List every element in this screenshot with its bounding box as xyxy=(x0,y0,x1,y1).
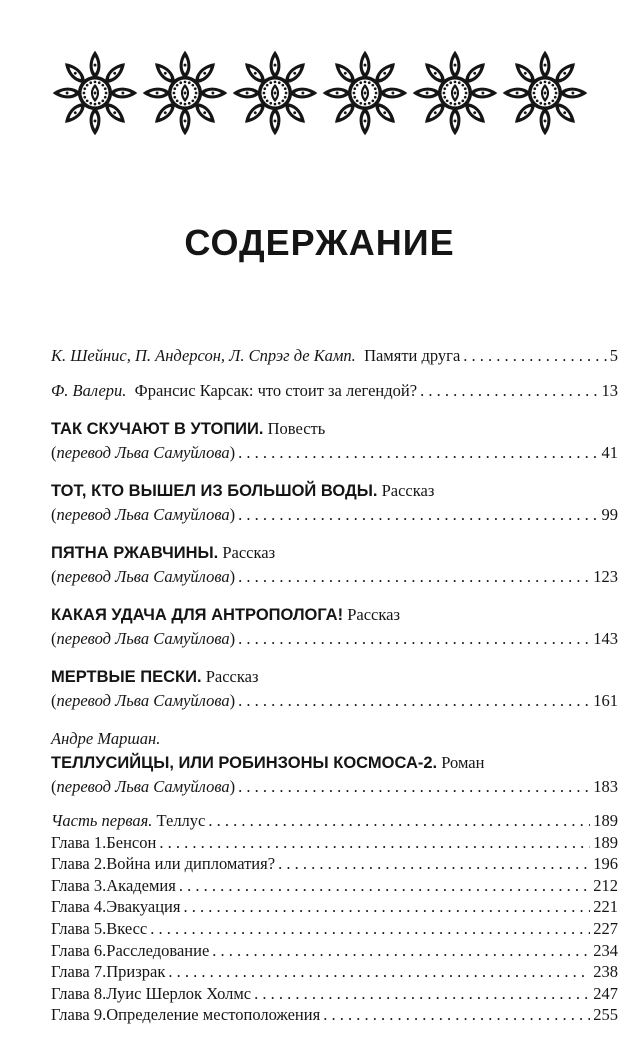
paren-close: ) xyxy=(229,443,236,462)
toc-page-number: 189 xyxy=(593,811,618,830)
toc-work-title: КАКАЯ УДАЧА ДЛЯ АНТРОПОЛОГА! xyxy=(51,606,344,624)
toc-chapter-entry xyxy=(51,961,618,983)
toc-page-number: 41 xyxy=(601,443,618,462)
toc-genre: Роман xyxy=(441,753,485,772)
toc-work-title: МЕРТВЫЕ ПЕСКИ. xyxy=(51,668,202,686)
toc-translator-line xyxy=(51,627,618,651)
flower-ornament-icon xyxy=(140,38,230,148)
dot-leader xyxy=(159,832,590,854)
dot-leader xyxy=(323,1004,590,1026)
toc-title: Франсис Карсак: что стоит за легендой? xyxy=(134,381,418,400)
dot-leader xyxy=(238,503,598,527)
dot-leader xyxy=(183,896,590,918)
toc-page-number: 221 xyxy=(593,897,618,917)
toc-translator-line xyxy=(51,689,618,713)
toc-translator: перевод Льва Самуйлова xyxy=(56,629,230,648)
page-title: СОДЕРЖАНИЕ xyxy=(184,222,455,263)
toc-author: Ф. Валери. xyxy=(51,381,127,400)
toc-genre: Рассказ xyxy=(381,481,435,500)
toc-page-number: 212 xyxy=(593,875,618,895)
toc-page-number: 234 xyxy=(593,940,618,960)
toc-page-number: 196 xyxy=(593,854,618,874)
paren-open: ( xyxy=(51,629,57,648)
toc-work-title-line xyxy=(51,665,618,689)
toc-translator-line xyxy=(51,565,618,589)
toc-chapter-entry xyxy=(51,853,618,875)
toc-chapter-title: Эвакуация xyxy=(106,897,181,917)
toc-page-number: 227 xyxy=(593,918,618,938)
toc-genre: Рассказ xyxy=(222,543,276,562)
novel-translator-line xyxy=(51,775,618,799)
dot-leader xyxy=(238,441,598,465)
toc-author: Андре Маршан. xyxy=(51,729,161,748)
toc-work-title-line xyxy=(51,479,618,503)
dot-leader xyxy=(238,775,590,799)
toc-entry xyxy=(51,344,618,368)
paren-open: ( xyxy=(51,567,57,586)
toc-page-number: 99 xyxy=(601,505,618,524)
toc-author: К. Шейнис, П. Андерсон, Л. Спрэг де Камп. xyxy=(51,346,356,365)
dot-leader xyxy=(179,875,590,897)
dot-leader xyxy=(212,940,590,962)
toc-chapter-title: Расследование xyxy=(106,940,210,960)
dot-leader xyxy=(168,961,590,983)
toc-chapter-title: Вкесс xyxy=(106,918,148,938)
toc-page-number: 189 xyxy=(593,832,618,852)
toc-translator-line xyxy=(51,503,618,527)
toc-page-number: 183 xyxy=(593,777,618,796)
toc-translator: перевод Льва Самуйлова xyxy=(56,567,230,586)
toc-chapter-entry xyxy=(51,832,618,854)
novel-author-line xyxy=(51,727,618,751)
toc-translator: перевод Льва Самуйлова xyxy=(56,505,230,524)
toc-work-title-line xyxy=(51,417,618,441)
toc-page-number: 238 xyxy=(593,962,618,982)
toc-chapter-title: Академия xyxy=(106,875,176,895)
flower-ornament-icon xyxy=(230,38,320,148)
toc-chapter-number: Глава 5. xyxy=(51,918,107,938)
toc-chapter-title: Луис Шерлок Холмс xyxy=(106,983,252,1003)
toc-genre: Рассказ xyxy=(205,667,259,686)
novel-title-line xyxy=(51,751,618,775)
table-of-contents xyxy=(51,344,618,1026)
dot-leader xyxy=(150,918,590,940)
paren-open: ( xyxy=(51,691,57,710)
toc-chapter-title: Определение местоположения xyxy=(106,1005,321,1025)
toc-translator: перевод Льва Самуйлова xyxy=(56,691,230,710)
dot-leader xyxy=(463,344,606,368)
paren-open: ( xyxy=(51,777,57,796)
paren-open: ( xyxy=(51,443,57,462)
toc-work-title-line xyxy=(51,603,618,627)
toc-part-title: Теллус xyxy=(156,811,206,830)
toc-page-number: 143 xyxy=(593,629,618,648)
toc-translator: перевод Льва Самуйлова xyxy=(56,777,230,796)
toc-translator-line xyxy=(51,441,618,465)
toc-page-number: 255 xyxy=(593,1005,618,1025)
toc-chapter-entry xyxy=(51,896,618,918)
toc-chapter-title: Бенсон xyxy=(106,832,157,852)
toc-chapter-number: Глава 4. xyxy=(51,897,107,917)
paren-close: ) xyxy=(229,629,236,648)
toc-chapter-number: Глава 7. xyxy=(51,962,107,982)
paren-open: ( xyxy=(51,505,57,524)
toc-chapter-number: Глава 6. xyxy=(51,940,107,960)
toc-page-number: 161 xyxy=(593,691,618,710)
toc-genre: Повесть xyxy=(267,419,326,438)
dot-leader xyxy=(238,565,590,589)
dot-leader xyxy=(238,627,590,651)
paren-close: ) xyxy=(229,505,236,524)
toc-work-title: ТАК СКУЧАЮТ В УТОПИИ. xyxy=(51,420,264,438)
toc-work-title: ПЯТНА РЖАВЧИНЫ. xyxy=(51,544,219,562)
toc-work-title: ТОТ, КТО ВЫШЕЛ ИЗ БОЛЬШОЙ ВОДЫ. xyxy=(51,482,378,500)
toc-work-title-line xyxy=(51,541,618,565)
toc-genre: Рассказ xyxy=(347,605,400,624)
toc-page-number: 123 xyxy=(593,567,618,586)
header-ornament xyxy=(50,38,590,148)
toc-chapter-entry xyxy=(51,983,618,1005)
toc-chapter-number: Глава 2. xyxy=(51,854,107,874)
dot-leader xyxy=(238,689,590,713)
toc-part-entry xyxy=(51,810,618,832)
dot-leader xyxy=(254,983,590,1005)
toc-page-number: 5 xyxy=(609,346,618,365)
flower-ornament-icon xyxy=(50,38,140,148)
flower-ornament-icon xyxy=(320,38,410,148)
toc-title: Памяти друга xyxy=(364,346,461,365)
toc-chapter-number: Глава 9. xyxy=(51,1005,107,1025)
toc-chapter-entry xyxy=(51,918,618,940)
toc-chapter-entry xyxy=(51,940,618,962)
toc-chapter-number: Глава 3. xyxy=(51,875,107,895)
paren-close: ) xyxy=(229,691,236,710)
dot-leader xyxy=(278,853,590,875)
toc-entry xyxy=(51,379,618,403)
dot-leader xyxy=(208,810,590,832)
toc-chapter-title: Война или дипломатия? xyxy=(106,854,276,874)
flower-ornament-icon xyxy=(500,38,590,148)
paren-close: ) xyxy=(229,777,236,796)
flower-ornament-icon xyxy=(410,38,500,148)
toc-page-number: 13 xyxy=(601,381,618,400)
toc-chapter-title: Призрак xyxy=(106,962,166,982)
toc-work-title: ТЕЛЛУСИЙЦЫ, ИЛИ РОБИНЗОНЫ КОСМОСА-2. xyxy=(51,754,438,772)
toc-chapter-entry xyxy=(51,1004,618,1026)
paren-close: ) xyxy=(229,567,236,586)
toc-chapter-entry xyxy=(51,875,618,897)
toc-part-label: Часть первая. xyxy=(51,811,153,830)
toc-chapter-number: Глава 8. xyxy=(51,983,107,1003)
toc-translator: перевод Льва Самуйлова xyxy=(56,443,230,462)
dot-leader xyxy=(420,379,598,403)
toc-chapter-number: Глава 1. xyxy=(51,832,107,852)
toc-page-number: 247 xyxy=(593,983,618,1003)
